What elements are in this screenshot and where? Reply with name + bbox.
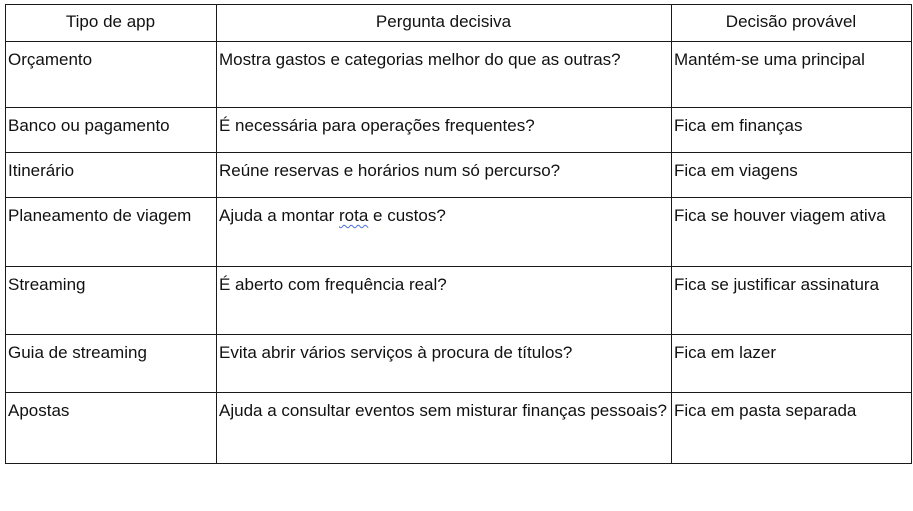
table-row (6, 335, 912, 393)
cell-decisao[interactable]: Fica em finanças (672, 108, 912, 153)
cell-pergunta-text: e custos? (368, 206, 446, 225)
cell-decisao[interactable]: Fica se justificar assinatura (672, 267, 912, 335)
cell-tipo[interactable]: Planeamento de viagem (6, 198, 217, 267)
cell-tipo[interactable]: Itinerário (6, 153, 217, 198)
cell-pergunta[interactable]: Evita abrir vários serviços à procura de títulos? (217, 335, 672, 393)
cell-decisao[interactable]: Fica em viagens (672, 153, 912, 198)
header-pergunta-decisiva: Pergunta decisiva (217, 5, 672, 42)
table-row (6, 153, 912, 198)
table-row (6, 198, 912, 267)
cell-pergunta[interactable]: Ajuda a consultar eventos sem misturar finanças pessoais? (217, 393, 672, 464)
spellcheck-marked-word[interactable]: rota (339, 206, 369, 225)
cell-pergunta[interactable]: É necessária para operações frequentes? (217, 108, 672, 153)
header-tipo-de-app: Tipo de app (6, 5, 217, 42)
cell-pergunta-text: Ajuda a montar (219, 206, 340, 225)
table-row (6, 393, 912, 464)
cell-decisao[interactable]: Fica em lazer (672, 335, 912, 393)
cell-decisao[interactable]: Mantém-se uma principal (672, 42, 912, 108)
header-decisao-provavel: Decisão provável (672, 5, 912, 42)
cell-tipo[interactable]: Orçamento (6, 42, 217, 108)
cell-tipo[interactable]: Banco ou pagamento (6, 108, 217, 153)
table-row (6, 267, 912, 335)
cell-decisao[interactable]: Fica em pasta separada (672, 393, 912, 464)
cell-tipo[interactable]: Guia de streaming (6, 335, 217, 393)
table-row (6, 108, 912, 153)
cell-tipo[interactable]: Apostas (6, 393, 217, 464)
decision-table (5, 4, 912, 464)
cell-pergunta[interactable]: Mostra gastos e categorias melhor do que as outras? (217, 42, 672, 108)
cell-pergunta[interactable] (217, 198, 672, 267)
header-row (6, 5, 912, 42)
cell-decisao[interactable]: Fica se houver viagem ativa (672, 198, 912, 267)
cell-tipo[interactable]: Streaming (6, 267, 217, 335)
cell-pergunta[interactable]: Reúne reservas e horários num só percurso? (217, 153, 672, 198)
table-row (6, 42, 912, 108)
cell-pergunta[interactable]: É aberto com frequência real? (217, 267, 672, 335)
